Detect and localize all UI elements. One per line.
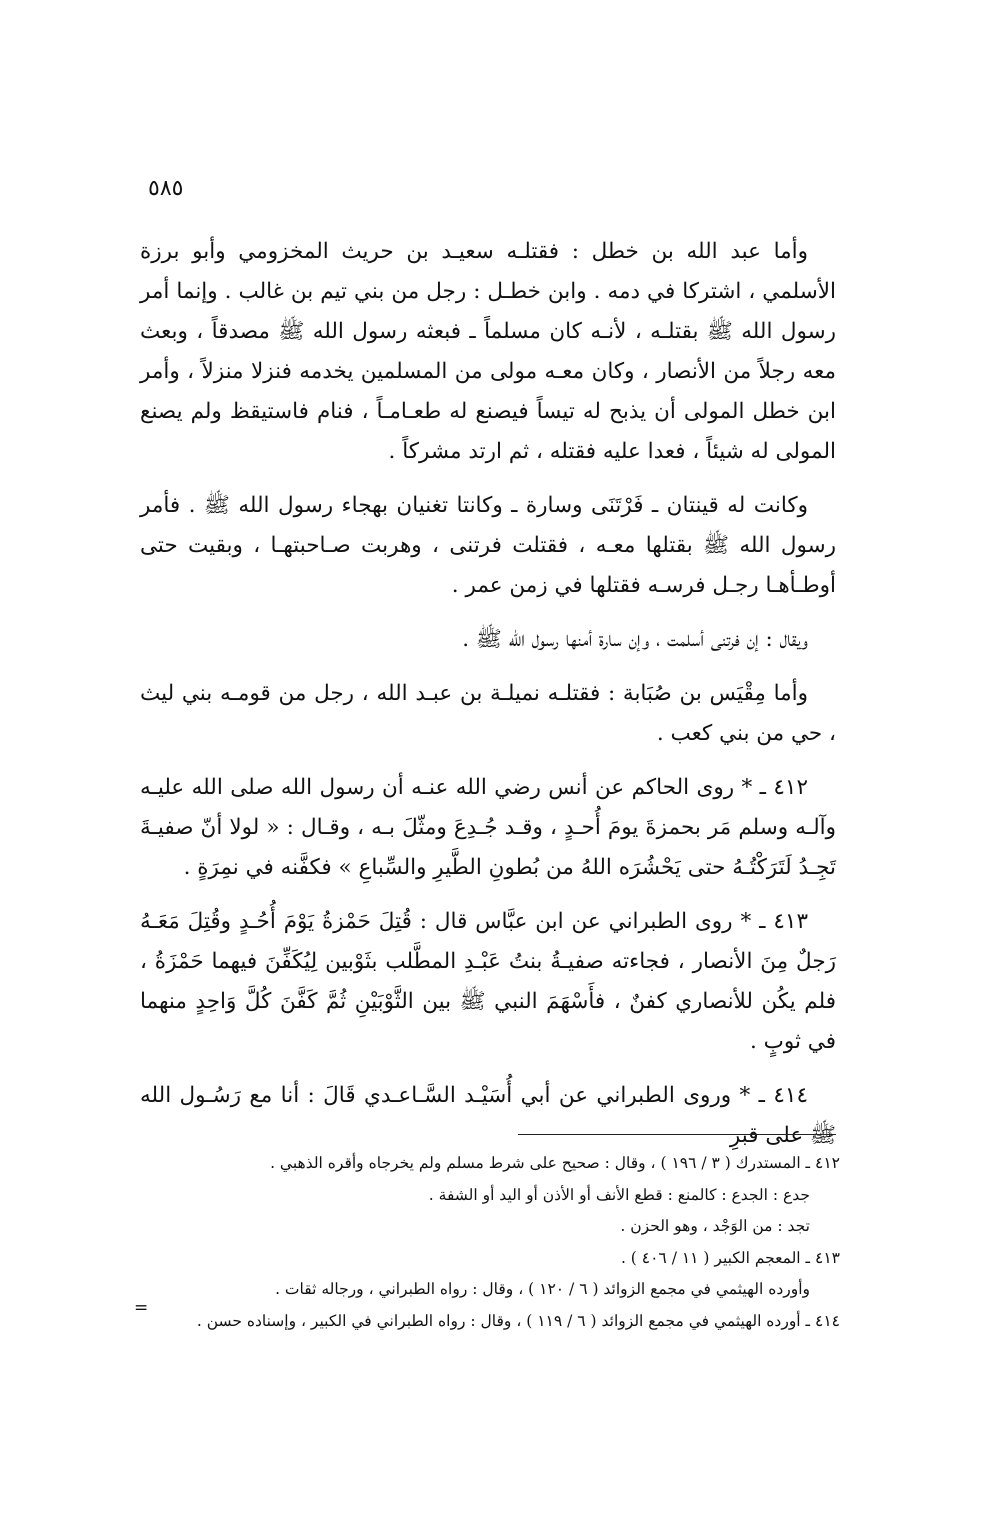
page-number: ٥٨٥ xyxy=(148,176,184,201)
footnote-413-haythami: وأورده الهيثمي في مجمع الزوائد ( ٦ / ١٢٠ ) ، وقال : رواه الطبراني ، ورجاله ثقات . xyxy=(275,1280,810,1298)
footnote-412-jada: جدع : الجدع : كالمنع : قطع الأنف أو الأذن أو اليد أو الشفة . xyxy=(428,1185,810,1204)
footnote-413: ٤١٣ ـ المعجم الكبير ( ١١ / ٤٠٦ ) . xyxy=(620,1248,840,1267)
hadith-414: ٤١٤ ـ * وروى الطبراني عن أبي أُسَيْـد السَّـاعـدي قَالَ : أنا مع رَسُـول الله ﷺ على قبرِ xyxy=(140,1083,836,1148)
paragraph-two-singers: وكانت له قينتان ـ فَرْتَنَى وسارة ـ وكانتا تغنيان بهجاء رسول الله ﷺ . فأمر رسول الله ﷺ بقتلها معـه ، فقتلت فرتنى ، وهربت صـاحبتهـا ، وبقيت حتى أوطـأهـا رجـل فرسـه فقتلها في زمن عمر . xyxy=(140,493,836,598)
footnote-414: ٤١٤ ـ أورده الهيثمي في مجمع الزوائد ( ٦ / ١١٩ ) ، وقال : رواه الطبراني في الكبير ، وإسناده حسن . xyxy=(196,1311,840,1330)
paragraph-fartana-sara: ويقال : إن فرتنى أسلمت ، وإن سارة أمنها رسول الله ﷺ . xyxy=(462,627,808,652)
hadith-413: ٤١٣ ـ * روى الطبراني عن ابن عبَّاس قال : قُتِلَ حَمْزةُ يَوْمَ أُحُـدٍ وقُتِلَ مَعَـهُ رَجلٌ مِنَ الأنصار ، فجاءته صفيـةُ بنتُ عَبْـدِ المطَّلب بثَوْبين لِيُكَفِّنَ فيهما حَمْزَةُ ، فلم يكُن للأنصاري كفنٌ ، فأَسْهَمَ النبي ﷺ بين الثَّوْبَيْنِ ثُمَّ كَفَّنَ كُلَّ وَاحِدٍ منهما في ثوبٍ . xyxy=(140,909,836,1054)
paragraph-ibn-khatal: وأما عبد الله بن خطل : فقتلـه سعيـد بن حريث المخزومي وأبو برزة الأسلمي ، اشتركا في دمه . وابن خطـل : رجل من بني تيم بن غالب . وإنما أمر رسول الله ﷺ بقتلـه ، لأنـه كان مسلماً ـ فبعثه رسول الله ﷺ مصدقاً ، وبعث معه رجلاً من الأنصار ، وكان معـه مولى من المسلمين يخدمه فنزلا منزلاً ، وأمر ابن خطل المولى أن يذبح له تيساً فيصنع له طعـامـاً ، فنام فاستيقظ ولم يصنع المولى له شيئاً ، فعدا عليه فقتله ، ثم ارتد مشركاً . xyxy=(140,239,836,464)
footnote-412-tajid: تجد : من الوَجْد ، وهو الحزن . xyxy=(620,1217,810,1235)
footnote-divider xyxy=(518,1134,836,1135)
hadith-412: ٤١٢ ـ * روى الحاكم عن أنس رضي الله عنـه أن رسول الله صلى الله عليـه وآلـه وسلم مَر بحمزةَ يومَ أُحـدٍ ، وقـد جُـدِعَ ومثّلَ بـه ، وقـال : « لولا أنّ صفيـةَ تَجِـدُ لَتَرَكْتُـهُ حتى يَحْشُرَه اللهُ من بُطونِ الطَّيرِ والسِّباعِ » فكفَّنه في نمِرَةٍ . xyxy=(140,775,836,880)
footnote-412: ٤١٢ ـ المستدرك ( ٣ / ١٩٦ ) ، وقال : صحيح على شرط مسلم ولم يخرجاه وأقره الذهبي . xyxy=(270,1154,840,1172)
continuation-mark: = xyxy=(134,1298,149,1318)
main-text xyxy=(140,232,836,1170)
footnotes xyxy=(140,1148,840,1337)
paragraph-miqyas: وأما مِقْيَس بن صُبَابة : فقتلـه نميلـة بن عبـد الله ، رجل من قومـه بني ليث ، حي من بني كعب . xyxy=(140,681,836,746)
